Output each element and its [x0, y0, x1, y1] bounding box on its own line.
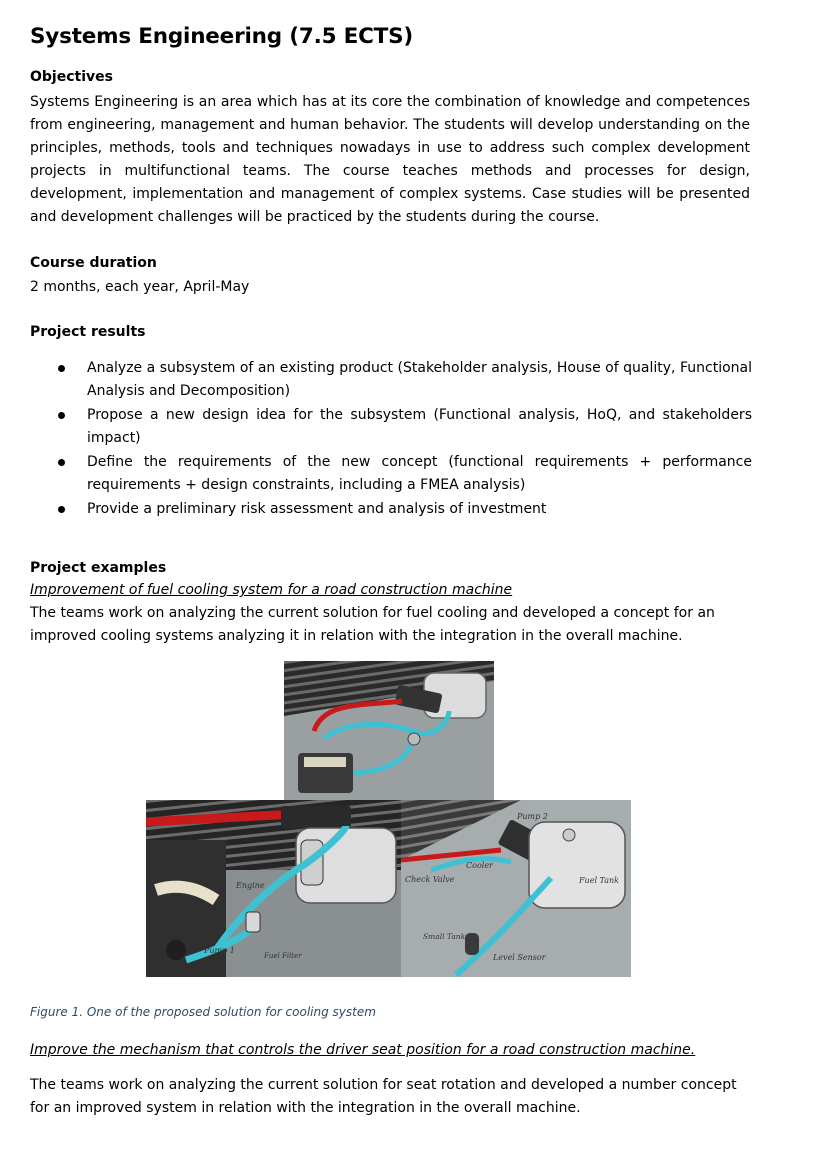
level-sensor-icon: [465, 933, 479, 955]
figure-top-panel: [284, 661, 494, 801]
example1-text: The teams work on analyzing the current solution for fuel cooling and developed a concept for an improved cooling systems analyzing it in relation with the integration in the overall machine.: [30, 605, 715, 644]
bullet-icon: [58, 412, 65, 419]
project-results-heading: Project results: [30, 324, 146, 340]
list-item: Define the requirements of the new concept (functional requirements + performance requirements + design constraints, including a FMEA analysis): [30, 451, 752, 497]
label-fuel-tank: Fuel Tank: [579, 876, 620, 885]
fuel-filter-icon: [246, 912, 260, 932]
figure-right-panel: [401, 800, 631, 977]
figure-left-panel: [146, 800, 401, 977]
list-item: Analyze a subsystem of an existing product (Stakeholder analysis, House of quality, Functional Analysis and Decomposition): [30, 357, 752, 403]
label-fuel-filter: Fuel Filter: [264, 952, 302, 960]
list-item: Propose a new design idea for the subsystem (Functional analysis, HoQ, and stakeholders impact): [30, 404, 752, 450]
document-title: Systems Engineering (7.5 ECTS): [30, 24, 414, 49]
project-examples-heading: Project examples: [30, 560, 167, 576]
bullet-icon: [58, 365, 65, 372]
objectives-text: Systems Engineering is an area which has at its core the combination of knowledge and competences from engineering, management and human behavior. The students will develop understanding on the principles, methods, tools and techniques nowadays in use to address such complex development projects in multifunctional teams. The course teaches methods and processes for design, development, implementation and management of complex systems. Case studies will be presented and development challenges will be practiced by the students during the course.: [30, 94, 750, 225]
fuel-tank-icon: [529, 822, 625, 908]
project-results-list: [30, 357, 752, 522]
list-item: Provide a preliminary risk assessment and analysis of investment: [30, 498, 752, 521]
duration-text: 2 months, each year, April-May: [30, 279, 250, 295]
example2-title: Improve the mechanism that controls the driver seat position for a road construction machine.: [30, 1042, 696, 1058]
label-pump2: Pump 2: [517, 812, 548, 821]
figure-caption: Figure 1. One of the proposed solution for cooling system: [30, 1005, 376, 1019]
example2-text: The teams work on analyzing the current solution for seat rotation and developed a number concept for an improved system in relation with the integration in the overall machine.: [30, 1077, 737, 1116]
objectives-heading: Objectives: [30, 69, 113, 85]
bullet-icon: [58, 506, 65, 513]
label-check-valve: Check Valve: [405, 875, 455, 884]
label-engine: Engine: [236, 881, 265, 890]
label-pump1: Pump 1: [204, 946, 235, 955]
duration-heading: Course duration: [30, 255, 157, 271]
label-small-tank: Small Tank: [423, 932, 466, 941]
pump-icon: [563, 829, 575, 841]
pump-icon: [166, 940, 186, 960]
example1-title: Improvement of fuel cooling system for a road construction machine: [30, 582, 513, 598]
bullet-icon: [58, 459, 65, 466]
cooler-icon: [281, 806, 351, 828]
label-cooler: Cooler: [466, 861, 493, 870]
label-level-sensor: Level Sensor: [493, 953, 546, 962]
